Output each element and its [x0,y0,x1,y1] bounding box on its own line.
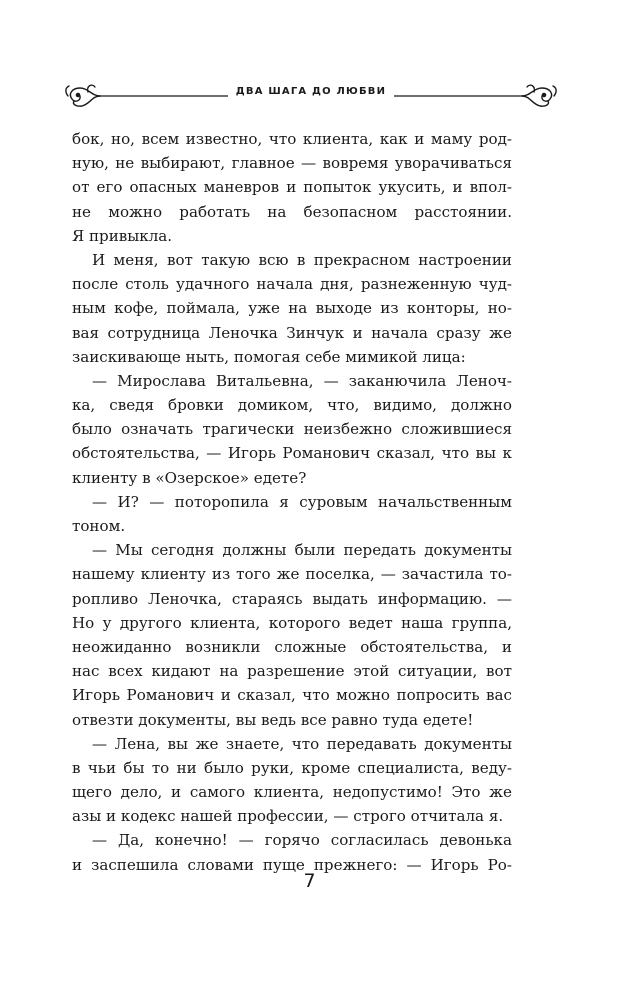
text-line: не можно работать на безопасном расстоянии. [72,202,512,221]
running-title: ДВА ШАГА ДО ЛЮБВИ [235,86,387,97]
page-number: 7 [303,870,316,892]
text-line: и заспешила словами пуще прежнего: — Игорь Ро- [72,855,512,874]
text-line: ка, сведя бровки домиком, что, видимо, должно [72,396,512,415]
text-line: отвезти документы, вы ведь все равно туда едете! [72,710,474,729]
text-line: И меня, вот такую всю в прекрасном настроении [92,250,512,269]
text-line: вая сотрудница Леночка Зинчук и начала сразу же [72,323,512,342]
text-line: — Мирослава Витальевна, — заканючила Леноч- [92,371,512,390]
text-line: от его опасных маневров и попыток укусить, и впол- [72,178,512,197]
text-line: клиенту в «Озерское» едете? [72,468,307,487]
text-line: ным кофе, поймала, уже на выходе из конторы, но- [72,299,512,318]
text-line: обстоятельства, — Игорь Романович сказал, что вы к [72,444,512,463]
text-line: щего дело, и самого клиента, недопустимо! Это же [72,783,512,802]
text-line: неожиданно возникли сложные обстоятельства, и [72,637,512,656]
text-line: бок, но, всем известно, что клиента, как и маму род- [72,130,512,148]
body-text [72,127,512,877]
text-line: ную, не выбирают, главное — вовремя уворачиваться [72,154,512,173]
text-line: — Да, конечно! — горячо согласилась девонька [92,831,512,850]
text-line: — И? — поторопила я суровым начальственным [92,492,512,511]
text-line: заискивающе ныть, помогая себе мимикой лица: [72,347,466,366]
text-line: в чьи бы то ни было руки, кроме специалиста, веду- [72,758,512,777]
text-line: нашему клиенту из того же поселка, — зачастила то- [72,565,512,584]
text-line: Я привыкла. [72,226,173,245]
text-line: — Мы сегодня должны были передать документы [92,541,512,560]
text-line: тоном. [72,517,126,535]
text-line: Но у другого клиента, которого ведет наша группа, [72,613,512,632]
text-line: ропливо Леночка, стараясь выдать информацию. — [72,589,512,608]
text-line: после столь удачного начала дня, разнеженную чуд- [72,275,512,294]
text-line: нас всех кидают на разрешение этой ситуации, вот [72,662,512,681]
text-line: было означать трагически неизбежно сложившиеся [72,420,512,439]
text-line: Игорь Романович и сказал, что можно попросить вас [72,686,512,705]
running-header [62,78,560,112]
text-line: — Лена, вы же знаете, что передавать документы [92,734,512,753]
text-line: азы и кодекс нашей профессии, — строго отчитала я. [72,807,504,826]
